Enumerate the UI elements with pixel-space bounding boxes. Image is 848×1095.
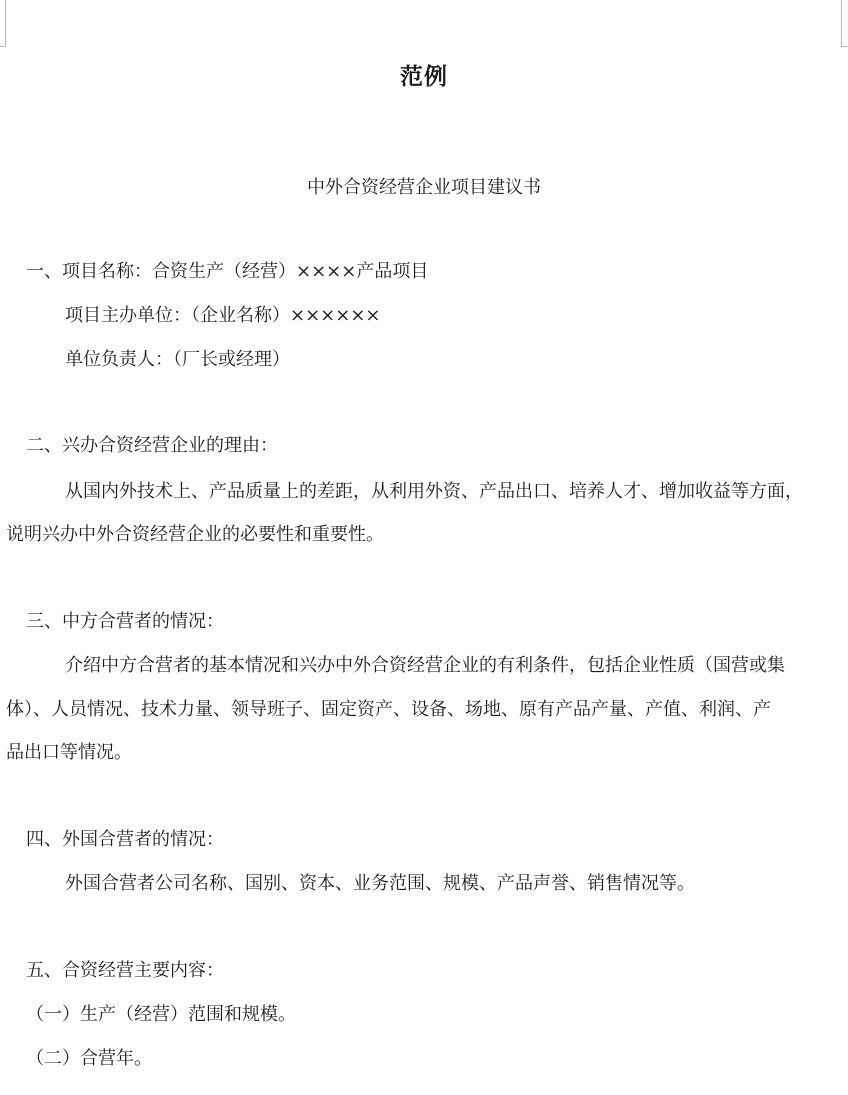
document-subtitle: 中外合资经营企业项目建议书 bbox=[307, 177, 541, 198]
page-corner-mark-top-right bbox=[841, 0, 842, 46]
section-5-heading: 五、合资经营主要内容： bbox=[26, 960, 224, 981]
section-3-body-line-2: 体）、人员情况、技术力量、领导班子、固定资产、设备、场地、原有产品产量、产值、利润、产 bbox=[6, 699, 771, 720]
section-1-heading: 一、项目名称：合资生产（经营）××××产品项目 bbox=[26, 261, 429, 282]
document-title: 范例 bbox=[400, 63, 448, 90]
section-1-line-manager: 单位负责人：（厂长或经理） bbox=[65, 349, 290, 370]
section-5-item-1: （一）生产（经营）范围和规模。 bbox=[26, 1004, 296, 1025]
section-2-heading: 二、兴办合资经营企业的理由： bbox=[26, 435, 278, 456]
page-corner-mark-top-left-h bbox=[0, 46, 6, 47]
page-corner-mark-top-right-h bbox=[841, 46, 848, 47]
section-5-item-2: （二）合营年。 bbox=[26, 1048, 152, 1069]
section-2-body-line-1: 从国内外技术上、产品质量上的差距，从利用外资、产品出口、培养人才、增加收益等方面， bbox=[65, 481, 803, 502]
section-3-body-line-1: 介绍中方合营者的基本情况和兴办中外合资经营企业的有利条件，包括企业性质（国营或集 bbox=[65, 655, 785, 676]
section-1-line-sponsor: 项目主办单位：（企业名称）×××××× bbox=[65, 305, 381, 326]
section-3-heading: 三、中方合营者的情况： bbox=[26, 611, 224, 632]
section-2-body-line-2: 说明兴办中外合资经营企业的必要性和重要性。 bbox=[6, 524, 384, 545]
section-4-heading: 四、外国合营者的情况： bbox=[26, 829, 224, 850]
section-3-body-line-3: 品出口等情况。 bbox=[6, 742, 132, 763]
page-corner-mark-top-left bbox=[5, 0, 6, 46]
section-4-body-line-1: 外国合营者公司名称、国别、资本、业务范围、规模、产品声誉、销售情况等。 bbox=[65, 873, 695, 894]
